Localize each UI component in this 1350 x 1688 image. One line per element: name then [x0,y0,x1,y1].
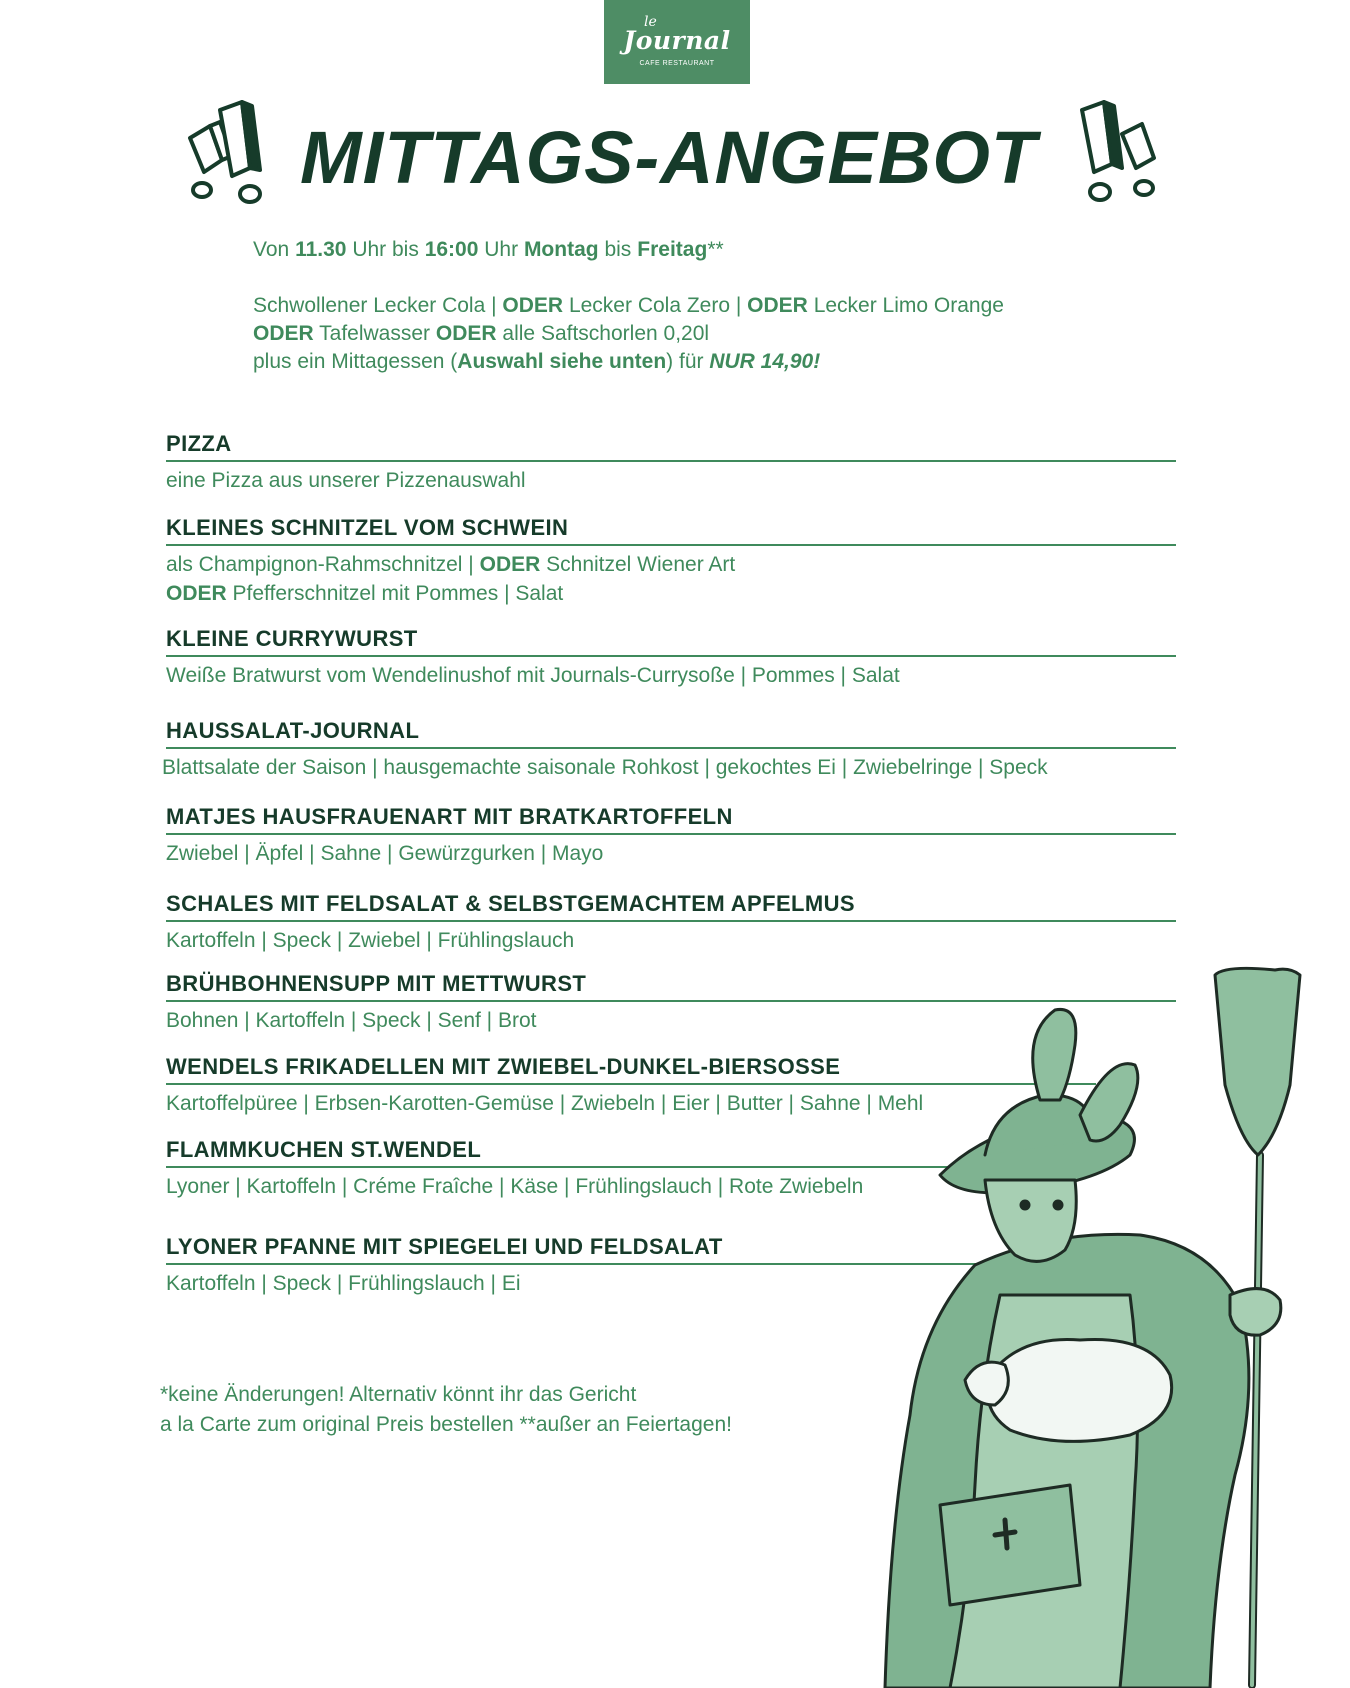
menu-item-desc: Bohnen | Kartoffeln | Speck | Senf | Brot [166,1009,537,1032]
menu-item-desc: eine Pizza aus unserer Pizzenauswahl [166,469,526,492]
menu-item-title: LYONER PFANNE MIT SPIEGELEI UND FELDSALAT [166,1234,723,1259]
menu-item-desc: Blattsalate der Saison | hausgemachte saisonale Rohkost | gekochtes Ei | Zwiebelringe | Speck [162,756,1048,779]
menu-item-title: HAUSSALAT-JOURNAL [166,718,420,743]
text: Lecker Limo Orange [813,294,1004,317]
menu-item-desc: Kartoffeln | Speck | Zwiebel | Frühlingslauch [166,929,575,952]
divider [166,460,1176,462]
drinks-line-1 [253,292,1004,320]
oder: ODER [479,553,541,576]
page-title: MITTAGS-ANGEBOT [300,116,1038,199]
start-time: 11.30 [295,238,347,261]
text: als Champignon-Rahmschnitzel | [166,553,474,576]
divider [166,544,1176,546]
menu-item [166,890,1176,955]
menu-item-desc: Lyoner | Kartoffeln | Créme Fraîche | Käse | Frühlingslauch | Rote Zwiebeln [166,1175,864,1198]
menu-item [166,803,1176,868]
divider [166,655,1176,657]
divider [166,747,1176,749]
menu-item-desc [166,550,1176,608]
menu-item-title: WENDELS FRIKADELLEN MIT ZWIEBEL-DUNKEL-BIERSOSSE [166,1054,841,1079]
text: ** [707,238,724,261]
divider [166,920,1176,922]
logo-subtitle: CAFE RESTAURANT [639,60,715,67]
menu-item [166,625,1176,690]
footer-note [160,1380,732,1440]
oder: ODER [435,322,497,345]
text: Tafelwasser [319,322,431,345]
menu-item [166,430,1176,495]
menu-item-title: KLEINE CURRYWURST [166,626,418,651]
text: Uhr bis [352,238,419,261]
saint-illustration [880,965,1320,1688]
text: Von [253,238,290,261]
text: Schwollener Lecker Cola | [253,294,497,317]
exclamation-right-icon [1060,98,1170,208]
logo-le: le [644,14,657,30]
text: alle Saftschorlen 0,20l [502,322,710,345]
menu-item-title: BRÜHBOHNENSUPP MIT METTWURST [166,971,587,996]
start-day: Montag [523,238,599,261]
menu-item-title: KLEINES SCHNITZEL VOM SCHWEIN [166,515,569,540]
logo-journal: Journal [623,26,731,55]
intro-text [253,236,1004,376]
menu-item-title: PIZZA [166,431,232,456]
price: NUR 14,90! [709,350,821,373]
menu-item-desc: Kartoffeln | Speck | Frühlingslauch | Ei [166,1272,521,1295]
text: Lecker Cola Zero | [568,294,742,317]
oder: ODER [502,294,564,317]
end-day: Freitag [637,238,708,261]
drinks-line-2 [253,320,1004,348]
offer-line [253,348,1004,376]
menu-item-title: SCHALES MIT FELDSALAT & SELBSTGEMACHTEM APFELMUS [166,891,855,916]
menu-item-title: FLAMMKUCHEN ST.WENDEL [166,1137,482,1162]
opening-hours [253,236,1004,264]
restaurant-logo [604,0,750,84]
exclamation-left-icon [172,98,282,208]
end-time: 16:00 [424,238,479,261]
menu-item-desc: Zwiebel | Äpfel | Sahne | Gewürzgurken | Mayo [166,842,604,865]
menu-item-desc: Kartoffelpüree | Erbsen-Karotten-Gemüse | Zwiebeln | Eier | Butter | Sahne | Mehl [166,1092,924,1115]
text: plus ein Mittagessen ( [253,350,458,373]
footer-line: a la Carte zum original Preis bestellen **außer an Feiertagen! [160,1413,732,1436]
menu-item-desc: Weiße Bratwurst vom Wendelinushof mit Journals-Currysoße | Pommes | Salat [166,664,900,687]
text: Pfefferschnitzel mit Pommes | Salat [232,582,564,605]
footer-line: *keine Änderungen! Alternativ könnt ihr das Gericht [160,1383,637,1406]
oder: ODER [166,582,227,605]
oder: ODER [253,322,314,345]
text: Schnitzel Wiener Art [546,553,736,576]
selection-note: Auswahl siehe unten [457,350,667,373]
text: Uhr [484,238,519,261]
menu-item [162,717,1176,782]
divider [166,833,1176,835]
menu-item-title: MATJES HAUSFRAUENART MIT BRATKARTOFFELN [166,804,733,829]
menu-item [166,514,1176,608]
text: ) für [666,350,704,373]
oder: ODER [747,294,808,317]
menu-item [166,1233,986,1298]
text: bis [604,238,632,261]
divider [166,1263,986,1265]
